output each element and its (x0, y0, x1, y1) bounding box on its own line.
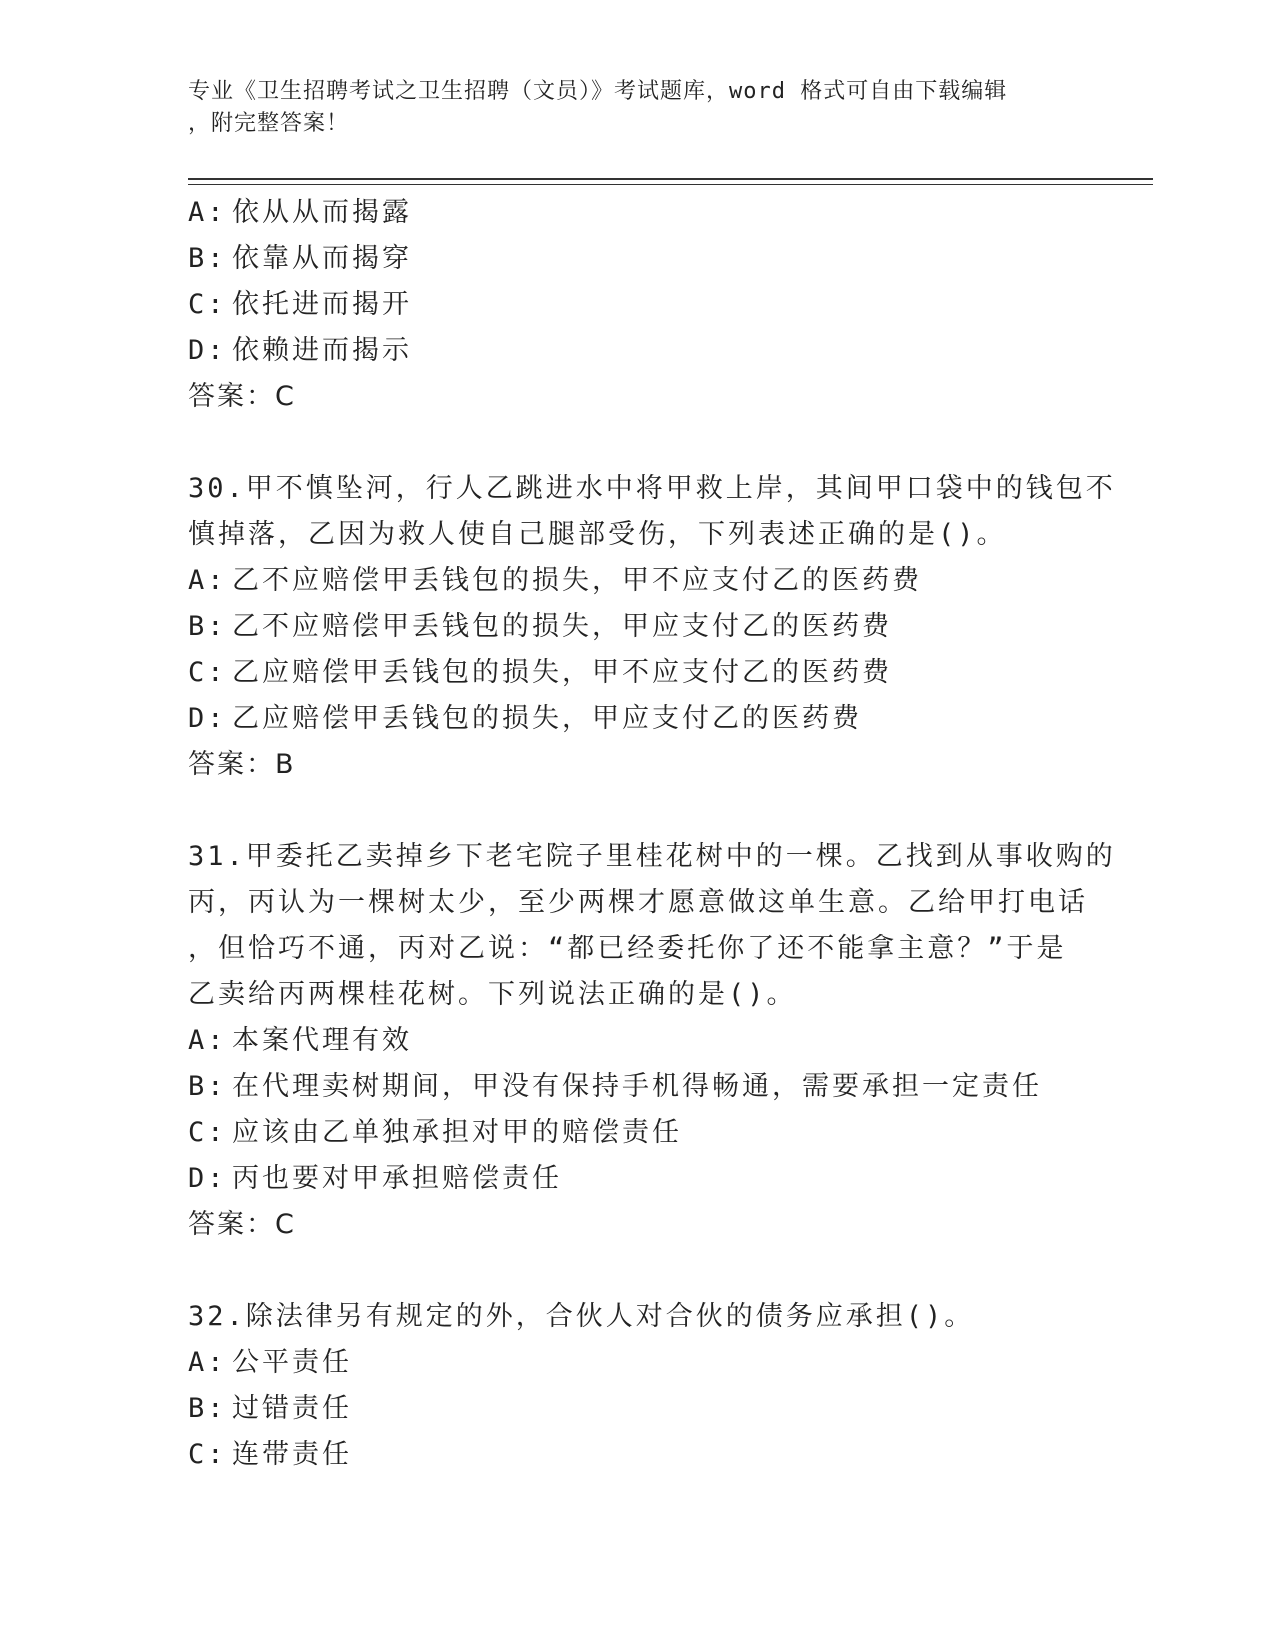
question-list (188, 190, 1148, 1478)
answer: 答案：C (188, 381, 296, 412)
question-text: ，但恰巧不通，丙对乙说：“都已经委托你了还不能拿主意？”于是 (188, 933, 1067, 964)
question-text: 31.甲委托乙卖掉乡下老宅院子里桂花树中的一棵。乙找到从事收购的 (188, 841, 1116, 872)
option-b: B: 依靠从而揭穿 (188, 243, 412, 274)
option-c: C: 乙应赔偿甲丢钱包的损失，甲不应支付乙的医药费 (188, 657, 892, 688)
option-a: A: 乙不应赔偿甲丢钱包的损失，甲不应支付乙的医药费 (188, 565, 922, 596)
option-a: A: 本案代理有效 (188, 1025, 412, 1056)
question-30 (188, 466, 1148, 788)
option-d: D: 依赖进而揭示 (188, 335, 412, 366)
question-29 (188, 190, 1148, 420)
answer: 答案：B (188, 749, 296, 780)
question-text: 30.甲不慎坠河，行人乙跳进水中将甲救上岸，其间甲口袋中的钱包不 (188, 473, 1116, 504)
answer: 答案：C (188, 1209, 296, 1240)
header-line-2: ，附完整答案！ (188, 111, 350, 136)
option-b: B: 过错责任 (188, 1393, 352, 1424)
header-divider-thin (188, 184, 1153, 185)
header-line-1: 专业《卫生招聘考试之卫生招聘（文员）》考试题库，word 格式可自由下载编辑 (188, 79, 1008, 104)
question-text: 丙，丙认为一棵树太少，至少两棵才愿意做这单生意。乙给甲打电话 (188, 887, 1088, 918)
option-d: D: 乙应赔偿甲丢钱包的损失，甲应支付乙的医药费 (188, 703, 862, 734)
question-text: 慎掉落，乙因为救人使自己腿部受伤，下列表述正确的是()。 (188, 519, 1007, 550)
option-c: C: 依托进而揭开 (188, 289, 412, 320)
question-32 (188, 1294, 1148, 1478)
option-a: A: 依从从而揭露 (188, 197, 412, 228)
option-d: D: 丙也要对甲承担赔偿责任 (188, 1163, 562, 1194)
question-text: 32.除法律另有规定的外，合伙人对合伙的债务应承担()。 (188, 1301, 975, 1332)
document-header (188, 76, 1088, 140)
question-text: 乙卖给丙两棵桂花树。下列说法正确的是()。 (188, 979, 797, 1010)
option-c: C: 连带责任 (188, 1439, 352, 1470)
option-c: C: 应该由乙单独承担对甲的赔偿责任 (188, 1117, 682, 1148)
option-b: B: 在代理卖树期间，甲没有保持手机得畅通，需要承担一定责任 (188, 1071, 1042, 1102)
option-a: A: 公平责任 (188, 1347, 352, 1378)
option-b: B: 乙不应赔偿甲丢钱包的损失，甲应支付乙的医药费 (188, 611, 892, 642)
header-divider (188, 178, 1153, 180)
question-31 (188, 834, 1148, 1248)
